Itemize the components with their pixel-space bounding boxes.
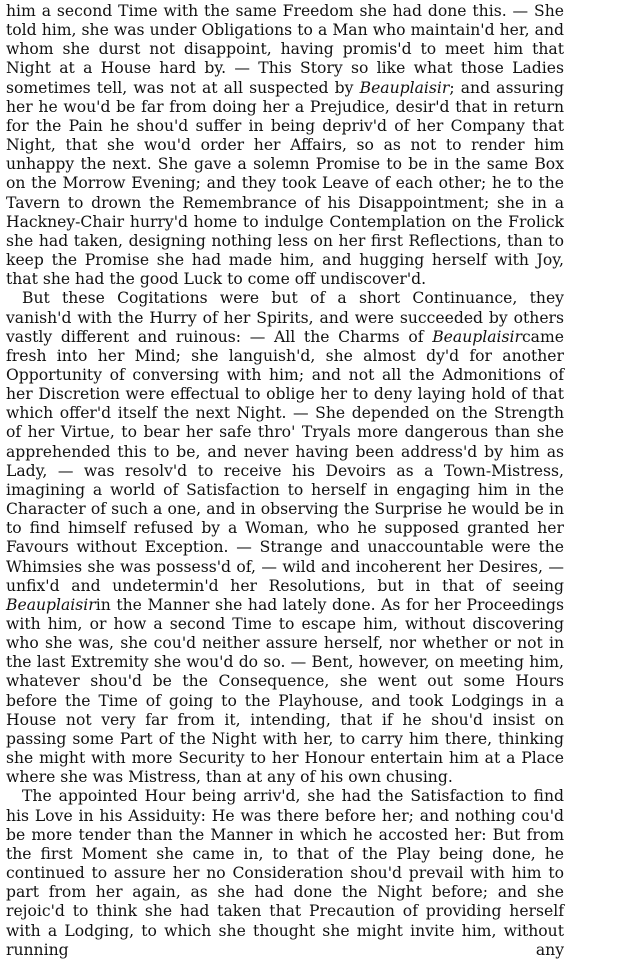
name-beauplaisir: Beauplaisir bbox=[432, 327, 522, 346]
name-beauplaisir: Beauplaisir bbox=[359, 78, 450, 97]
paragraph-2-text-b: came fresh into her Mind; she languish'd, she almost dy'd for another Opportunity of conversing with him; and not all the Admonitions of her Discretion were effectual to oblige her to deny laying hold of that which offer'd itself the next Night. — She depended on the Strength of her Virtue, to bear her safe thro' Tryals more dangerous than she apprehended this to be, and never having been address'd by him as Lady, — was resolv'd to receive his Devoirs as a Town-Mistress, imagining a world of Satisfaction to herself in engaging him in the Character of such a one, and in observing the Surprise he would be in to find himself refused by a Woman, who he supposed granted her Favours without Exception. — Strange and unaccountable were the Whimsies she was possess'd of, — wild and incoherent her Desires, — unfix'd and undetermin'd her Resolutions, but in that of seeing bbox=[6, 327, 564, 595]
paragraph-1-text-a: him a second Time with the same Freedom she had done this. — She told him, she was under Obligations to a Man who maintain'd her, and whom she durst not disappoint, having promis'd to meet him that Night at a House hard by. — This Story so like what those Ladies sometimes tell, was not at all suspected by bbox=[6, 2, 564, 97]
paragraph-2-text-a: But these Cogitations were but of a short Continuance, they vanish'd with the Hurry of her Spirits, and were succeeded by others vastly different and ruinous: — All the Charms of bbox=[6, 289, 564, 346]
paragraph-3 bbox=[6, 787, 564, 959]
paragraph-2-text-c: in the Manner she had lately done. As for her Proceedings with him, or how a second Time to escape him, without discovering who she was, she cou'd neither assure herself, nor whether or not in the last Extremity she wou'd do so. — Bent, however, on meeting him, whatever shou'd be the Consequence, she went out some Hours before the Time of going to the Playhouse, and took Lodgings in a House not very far from it, intending, that if he shou'd insist on passing some Part of the Night with her, to carry him there, thinking she might with more Security to her Honour entertain him at a Place where she was Mistress, than at any of his own chusing. bbox=[6, 595, 564, 787]
document-page bbox=[6, 2, 564, 960]
paragraph-2 bbox=[6, 289, 564, 787]
paragraph-1 bbox=[6, 2, 564, 289]
paragraph-3-text: The appointed Hour being arriv'd, she had the Satisfaction to find his Love in his Assiduity: He was there before her; and nothing cou'd be more tender than the Manner in which he accosted her: But from the first Moment she came in, to that of the Play being done, he continued to assure her no Consideration shou'd prevail with him to part from her again, as she had done the Night before; and she rejoic'd to think she had taken that Precaution of providing herself with a Lodging, to which she thought she might invite him, without running any bbox=[6, 787, 564, 959]
paragraph-1-text-b: ; and assuring her he wou'd be far from doing her a Prejudice, desir'd that in return for the Pain he shou'd suffer in being depriv'd of her Company that Night, that she wou'd order her Affairs, so as not to render him unhappy the next. She gave a solemn Promise to be in the same Box on the Morrow Evening; and they took Leave of each other; he to the Tavern to drown the Remembrance of his Disappointment; she in a Hackney-Chair hurry'd home to indulge Contemplation on the Frolick she had taken, designing nothing less on her first Reflections, than to keep the Promise she had made him, and hugging herself with Joy, that she had the good Luck to come off undiscover'd. bbox=[6, 78, 564, 289]
name-beauplaisir: Beauplaisir bbox=[6, 595, 96, 614]
